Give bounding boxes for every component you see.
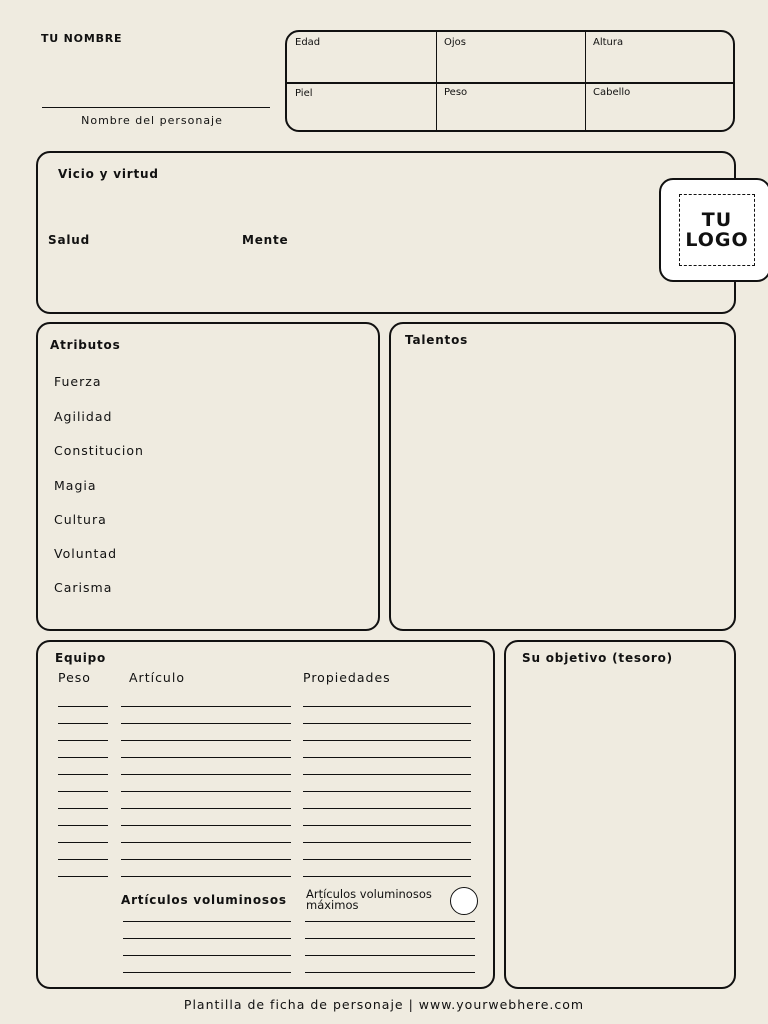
stat-skin-label: Piel: [295, 88, 313, 99]
stat-eyes-label: Ojos: [444, 37, 466, 48]
properties-entry-line[interactable]: [303, 740, 471, 741]
item-entry-line[interactable]: [121, 740, 291, 741]
weight-entry-line[interactable]: [58, 791, 108, 792]
equipment-title: Equipo: [55, 651, 107, 665]
stat-age-label: Edad: [295, 37, 321, 48]
weight-entry-line[interactable]: [58, 859, 108, 860]
weight-entry-line[interactable]: [58, 774, 108, 775]
bulky-items-max-circle[interactable]: [450, 887, 478, 915]
properties-entry-line[interactable]: [303, 825, 471, 826]
attribute-strength: Fuerza: [54, 374, 102, 389]
item-entry-line[interactable]: [121, 859, 291, 860]
item-entry-line[interactable]: [121, 842, 291, 843]
properties-column-header: Propiedades: [303, 670, 391, 685]
equipment-box: [36, 640, 495, 989]
properties-entry-line[interactable]: [303, 757, 471, 758]
attribute-constitution: Constitucion: [54, 443, 144, 458]
stat-height-label: Altura: [593, 37, 624, 48]
item-entry-line[interactable]: [121, 791, 291, 792]
properties-entry-line[interactable]: [303, 876, 471, 877]
bulky-item-line[interactable]: [123, 921, 291, 922]
properties-entry-line[interactable]: [303, 706, 471, 707]
weight-entry-line[interactable]: [58, 825, 108, 826]
bulky-items-max-label: Artículos voluminosos máximos: [306, 887, 432, 912]
bulky-max-line[interactable]: [305, 955, 475, 956]
item-entry-line[interactable]: [121, 876, 291, 877]
weight-entry-line[interactable]: [58, 876, 108, 877]
mind-label: Mente: [242, 233, 289, 247]
bulky-max-line[interactable]: [305, 972, 475, 973]
attribute-culture: Cultura: [54, 512, 107, 527]
weight-entry-line[interactable]: [58, 723, 108, 724]
goal-box[interactable]: [504, 640, 736, 989]
weight-entry-line[interactable]: [58, 842, 108, 843]
weight-entry-line[interactable]: [58, 757, 108, 758]
item-column-header: Artículo: [129, 670, 185, 685]
footer: Plantilla de ficha de personaje | www.yourwebhere.com: [183, 997, 585, 1012]
talents-title: Talentos: [405, 333, 469, 347]
bulky-max-line[interactable]: [305, 938, 475, 939]
name-underline[interactable]: [42, 107, 270, 108]
item-entry-line[interactable]: [121, 808, 291, 809]
properties-entry-line[interactable]: [303, 808, 471, 809]
logo-card: [659, 178, 768, 282]
weight-column-header: Peso: [58, 670, 91, 685]
item-entry-line[interactable]: [121, 723, 291, 724]
item-entry-line[interactable]: [121, 774, 291, 775]
item-entry-line[interactable]: [121, 757, 291, 758]
attributes-title: Atributos: [50, 338, 121, 352]
attribute-will: Voluntad: [54, 546, 118, 561]
item-entry-line[interactable]: [121, 825, 291, 826]
weight-entry-line[interactable]: [58, 706, 108, 707]
bulky-item-line[interactable]: [123, 972, 291, 973]
properties-entry-line[interactable]: [303, 791, 471, 792]
talents-box[interactable]: [389, 322, 736, 631]
vice-virtue-box: [36, 151, 736, 314]
bulky-item-line[interactable]: [123, 938, 291, 939]
attribute-charisma: Carisma: [54, 580, 113, 595]
logo: TU LOGO: [679, 194, 755, 266]
weight-entry-line[interactable]: [58, 740, 108, 741]
attribute-agility: Agilidad: [54, 409, 113, 424]
health-label: Salud: [48, 233, 90, 247]
properties-entry-line[interactable]: [303, 723, 471, 724]
name-caption: Nombre del personaje: [81, 114, 223, 127]
vice-virtue-title: Vicio y virtud: [58, 167, 159, 181]
properties-entry-line[interactable]: [303, 774, 471, 775]
stats-table: [285, 30, 735, 132]
bulky-max-line[interactable]: [305, 921, 475, 922]
properties-entry-line[interactable]: [303, 859, 471, 860]
weight-entry-line[interactable]: [58, 808, 108, 809]
attribute-magic: Magia: [54, 478, 97, 493]
item-entry-line[interactable]: [121, 706, 291, 707]
stat-hair-label: Cabello: [593, 87, 631, 98]
properties-entry-line[interactable]: [303, 842, 471, 843]
stat-weight-label: Peso: [444, 87, 468, 98]
name-label: TU NOMBRE: [41, 32, 123, 45]
bulky-item-line[interactable]: [123, 955, 291, 956]
bulky-items-title: Artículos voluminosos: [121, 893, 287, 907]
goal-title: Su objetivo (tesoro): [522, 651, 673, 665]
